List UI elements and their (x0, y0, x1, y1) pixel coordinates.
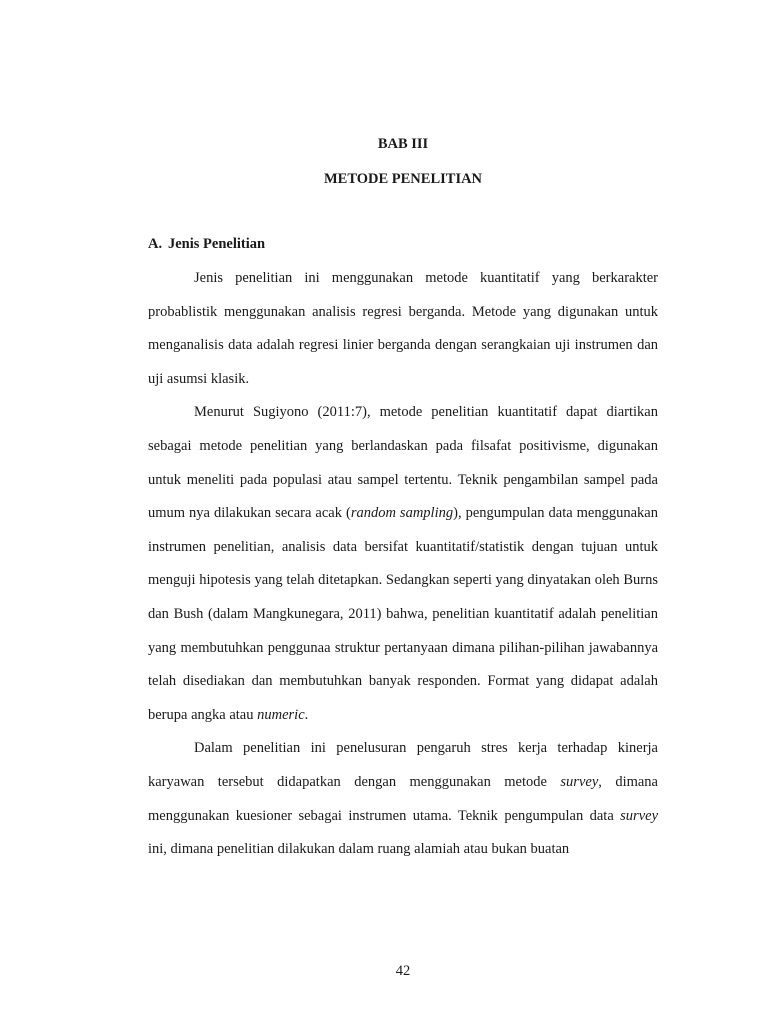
term-numeric: numeric (257, 706, 305, 723)
paragraph-2-text-2: ), pengumpulan data menggunakan instrumen penelitian, analisis data bersifat kuantitatif/statistik dengan tujuan untuk menguji hipotesis yang telah ditetapkan. Sedangkan seperti yang dinyatakan oleh Burns dan Bush (dalam Mangkunegara, 2011) bahwa, penelitian kuantitatif adalah penelitian yang membutuhkan penggunaa struktur pertanyaan dimana pilihan-pilihan jawabannya telah disediakan dan membutuhkan banyak responden. Format yang didapat adalah berupa angka atau (148, 505, 658, 723)
chapter-number: BAB III (377, 136, 429, 152)
paragraph-1: Jenis penelitian ini menggunakan metode kuantitatif yang berkarakter probablistik menggunakan analisis regresi berganda. Metode yang digunakan untuk menganalisis data adalah regresi linier berganda dengan serangkaian uji instrumen dan uji asumsi klasik. (148, 270, 658, 387)
section-letter: A. (148, 236, 163, 252)
paragraph-3-text-3: ini, dimana penelitian dilakukan dalam ruang alamiah atau bukan buatan (148, 841, 570, 858)
paragraph-2-text-3: . (304, 706, 309, 723)
term-random-sampling: random sampling (350, 505, 454, 522)
section-heading (148, 236, 265, 253)
paragraph-2-text-1: Menurut Sugiyono (2011:7), metode penelitian kuantitatif dapat diartikan sebagai metode penelitian yang berlandaskan pada filsafat positivisme, digunakan untuk meneliti pada populasi atau sampel tertentu. Teknik pengambilan sampel pada umum nya dilakukan secara acak ( (148, 404, 658, 522)
page-number: 42 (395, 963, 411, 979)
body-text (148, 262, 658, 867)
term-survey-1: survey (560, 773, 599, 790)
term-survey-2: survey (620, 807, 658, 824)
chapter-title: METODE PENELITIAN (323, 171, 483, 187)
paragraph-2 (148, 396, 658, 732)
section-title: Jenis Penelitian (168, 236, 266, 252)
paragraph-3-text-1: Dalam penelitian ini penelusuran pengaruh stres kerja terhadap kinerja karyawan tersebut didapatkan dengan menggunakan metode (148, 740, 658, 790)
paragraph-3 (148, 732, 658, 866)
paragraph-3-text-2: , dimana menggunakan kuesioner sebagai instrumen utama. Teknik pengumpulan data (148, 773, 658, 824)
